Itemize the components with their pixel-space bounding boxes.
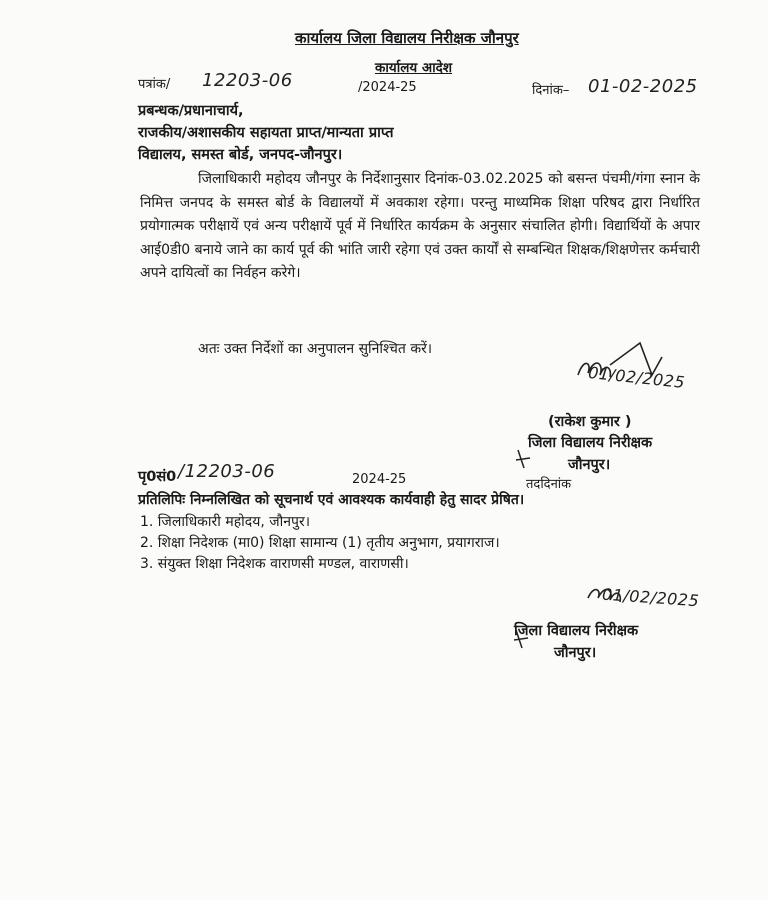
order-title: कार्यालय आदेश (375, 60, 453, 76)
date-label: दिनांक– (532, 83, 570, 98)
signature2-date: 01/02/2025 (601, 584, 700, 611)
signatory-designation: जिला विद्यालय निरीक्षक (528, 435, 653, 451)
copy-ref-year: 2024-25 (352, 472, 407, 487)
body-paragraph-1: जिलाधिकारी महोदय जौनपुर के निर्देशानुसार दिनांक-03.02.2025 को बसन्त पंचमी/गंगा स्नान के निमित्त जनपद के समस्त बोर्ड के विद्यालयों में अवकाश रहेगा। परन्तु माध्यमिक शिक्षा परिषद द्वारा निर्धारित प्रयोगात्मक परीक्षायें एवं अन्य परीक्षायें पूर्व में निर्धारित कार्यक्रम के अनुसार संचालित होगी। विद्यार्थियों के अपार आई0डी0 बनाये जाने का कार्य पूर्व की भांति जारी रहेगा एवं उक्त कार्यों से सम्बन्धित शिक्षक/शिक्षणेत्तर कर्मचारी अपने दायित्वों का निर्वहन करेगे। (140, 171, 700, 281)
copy-intro: प्रतिलिपिः निम्नलिखित को सूचनार्थ एवं आवश्यक कार्यवाही हेतु सादर प्रेषित। (138, 492, 525, 508)
signatory2-designation: जिला विद्यालय निरीक्षक (514, 623, 639, 639)
signature1-date: 01/02/2025 (587, 362, 686, 393)
copy-list-item: 2. शिक्षा निदेशक (मा0) शिक्षा सामान्य (1) तृतीय अनुभाग, प्रयागराज। (140, 535, 500, 551)
office-title: कार्यालय जिला विद्यालय निरीक्षक जौनपुर (295, 29, 519, 47)
date-value: 01-02-2025 (588, 76, 698, 97)
addressee-line1: प्रबन्धक/प्रधानाचार्य, (138, 103, 244, 119)
copy-list-item: 3. संयुक्त शिक्षा निदेशक वाराणसी मण्डल, वाराणसी। (140, 556, 409, 572)
copy-ref-label: पृ0सं0 (138, 469, 177, 485)
signatory-place: जौनपुर। (568, 457, 611, 473)
same-date-label: तददिनांक (526, 477, 572, 492)
initial-mark-2 (512, 628, 532, 652)
patrank-number: 12203-06 (202, 70, 293, 91)
copy-ref-number: /12203-06 (178, 461, 276, 482)
signatory-name: (राकेश कुमार ) (548, 414, 632, 430)
addressee-line2: राजकीय/अशासकीय सहायता प्राप्त/मान्यता प्राप्त (138, 125, 394, 141)
copy-list-item: 1. जिलाधिकारी महोदय, जौनपुर। (140, 514, 311, 530)
signatory2-place: जौनपुर। (554, 645, 597, 661)
addressee-line3: विद्यालय, समस्त बोर्ड, जनपद-जौनपुर। (138, 147, 343, 163)
initial-mark-1 (514, 448, 534, 472)
body-paragraph-2: अतः उक्त निर्देशों का अनुपालन सुनिश्चित करें। (198, 341, 433, 357)
ref-year: /2024-25 (358, 80, 417, 95)
patrank-label: पत्रांक/ (138, 77, 171, 92)
